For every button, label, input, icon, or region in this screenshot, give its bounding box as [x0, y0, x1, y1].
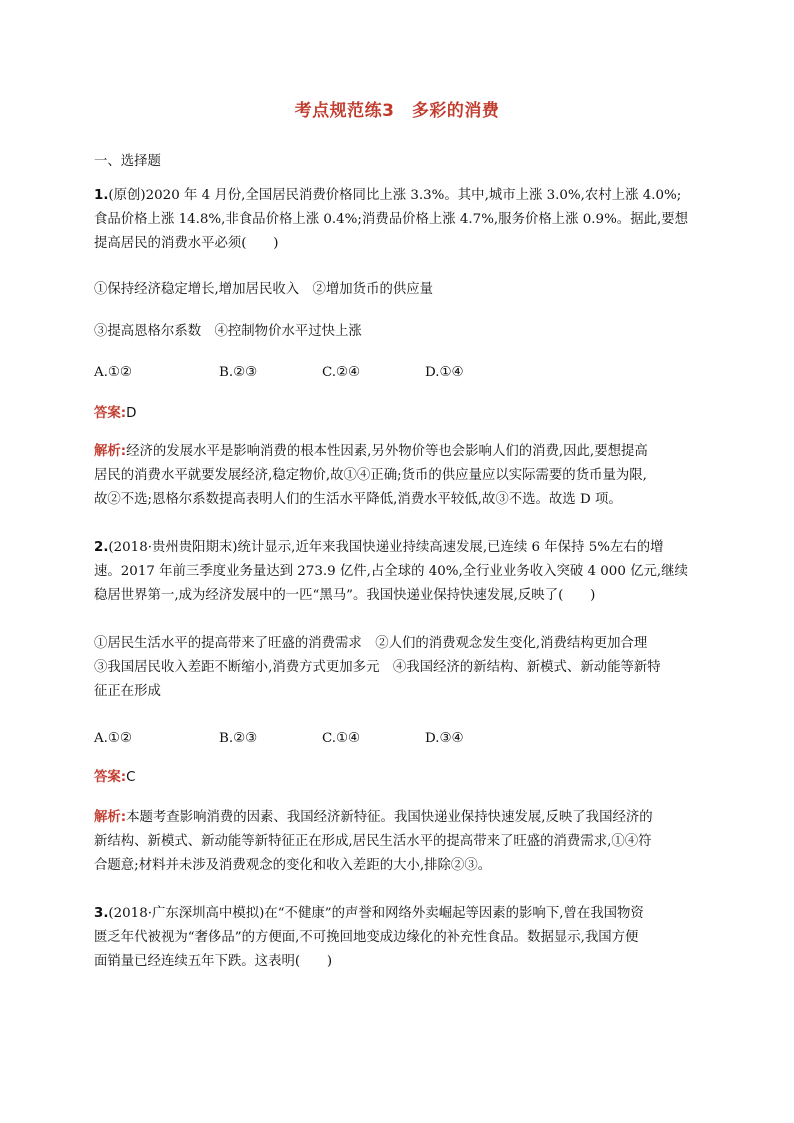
stem-line: 2.(2018·贵州贵阳期末)统计显示,近年来我国快递业持续高速发展,已连续 6 年保持 5%左右的增: [94, 540, 664, 555]
question-number: 1.: [94, 188, 109, 203]
explanation-label: 解析:: [94, 444, 127, 459]
section-heading: 一、选择题: [94, 154, 161, 169]
question-1-statement-1: ①保持经济稳定增长,增加居民收入 ②增加货币的供应量: [94, 282, 434, 297]
question-1-explanation: 解析:经济的发展水平是影响消费的根本性因素,另外物价等也会影响人们的消费,因此,要想提高 居民的消费水平就要发展经济,稳定物价,故①④正确;货币的供应量应以实际需要的货币量为限, 故②不选;恩格尔系数提高表明人们的生活水平降低,消费水平较低,故③不选。故选 D 项。: [94, 440, 694, 512]
question-1-stem: [94, 184, 694, 256]
option-b[interactable]: B.②③: [219, 365, 258, 380]
option-c[interactable]: C.②④: [322, 365, 361, 380]
option-b[interactable]: B.②③: [219, 731, 258, 746]
stem-line: 1.(原创)2020 年 4 月份,全国居民消费价格同比上涨 3.3%。其中,城市上涨 3.0%,农村上涨 4.0%;: [94, 188, 682, 203]
explanation-label: 解析:: [94, 810, 127, 825]
question-1-statement-2: ③提高恩格尔系数 ④控制物价水平过快上涨: [94, 324, 362, 339]
option-d[interactable]: D.①④: [425, 365, 464, 380]
option-c[interactable]: C.①④: [322, 731, 361, 746]
question-2-answer: [94, 766, 694, 790]
explanation-line: 新结构、新模式、新动能等新特征正在形成,居民生活水平的提高带来了旺盛的消费需求,①④符: [94, 834, 652, 849]
stem-line: 速。2017 年前三季度业务量达到 273.9 亿件,占全球的 40%,全行业业务收入突破 4 000 亿元,继续: [94, 564, 688, 579]
question-2-explanation: 解析:本题考查影响消费的因素、我国经济新特征。我国快递业保持快速发展,反映了我国经济的 新结构、新模式、新动能等新特征正在形成,居民生活水平的提高带来了旺盛的消费需求,①④符 合题意;材料并未涉及消费观念的变化和收入差距的大小,排除②③。: [94, 806, 694, 878]
stem-line: 提高居民的消费水平必须( ): [94, 236, 279, 251]
question-1-options: [94, 361, 694, 385]
question-3-stem: [94, 902, 694, 974]
answer-value: D: [126, 406, 137, 421]
stem-line: 面销量已经连续五年下跌。这表明( ): [94, 954, 333, 969]
page-title: 考点规范练3 多彩的消费: [294, 101, 500, 121]
option-a[interactable]: A.①②: [94, 731, 132, 746]
explanation-line: 合题意;材料并未涉及消费观念的变化和收入差距的大小,排除②③。: [94, 858, 492, 873]
stem-line: 3.(2018·广东深圳高中模拟)在“不健康”的声誉和网络外卖崛起等因素的影响下,曾在我国物资: [94, 906, 644, 921]
question-2-options: [94, 727, 694, 751]
explanation-line: 居民的消费水平就要发展经济,稳定物价,故①④正确;货币的供应量应以实际需要的货币量为限,: [94, 468, 647, 483]
explanation-line: 故②不选;恩格尔系数提高表明人们的生活水平降低,消费水平较低,故③不选。故选 D 项。: [94, 492, 622, 507]
question-2-stem: [94, 536, 694, 608]
question-2-statements: ①居民生活水平的提高带来了旺盛的消费需求 ②人们的消费观念发生变化,消费结构更加合理 ③我国居民收入差距不断缩小,消费方式更加多元 ④我国经济的新结构、新模式、新动能等新特 征正在形成: [94, 636, 661, 699]
answer-label: 答案:: [94, 770, 127, 785]
question-1-answer: [94, 402, 694, 426]
stem-line: 匮乏年代被视为“奢侈品”的方便面,不可挽回地变成边缘化的补充性食品。数据显示,我国方便: [94, 930, 639, 945]
stem-line: 食品价格上涨 14.8%,非食品价格上涨 0.4%;消费品价格上涨 4.7%,服务价格上涨 0.9%。据此,要想: [94, 212, 689, 227]
question-number: 2.: [94, 540, 109, 555]
question-number: 3.: [94, 906, 109, 921]
answer-value: C: [126, 770, 136, 785]
answer-label: 答案:: [94, 406, 127, 421]
option-a[interactable]: A.①②: [94, 365, 132, 380]
option-d[interactable]: D.③④: [425, 731, 464, 746]
stem-line: 稳居世界第一,成为经济发展中的一匹“黑马”。我国快递业保持快速发展,反映了( ): [94, 588, 596, 603]
